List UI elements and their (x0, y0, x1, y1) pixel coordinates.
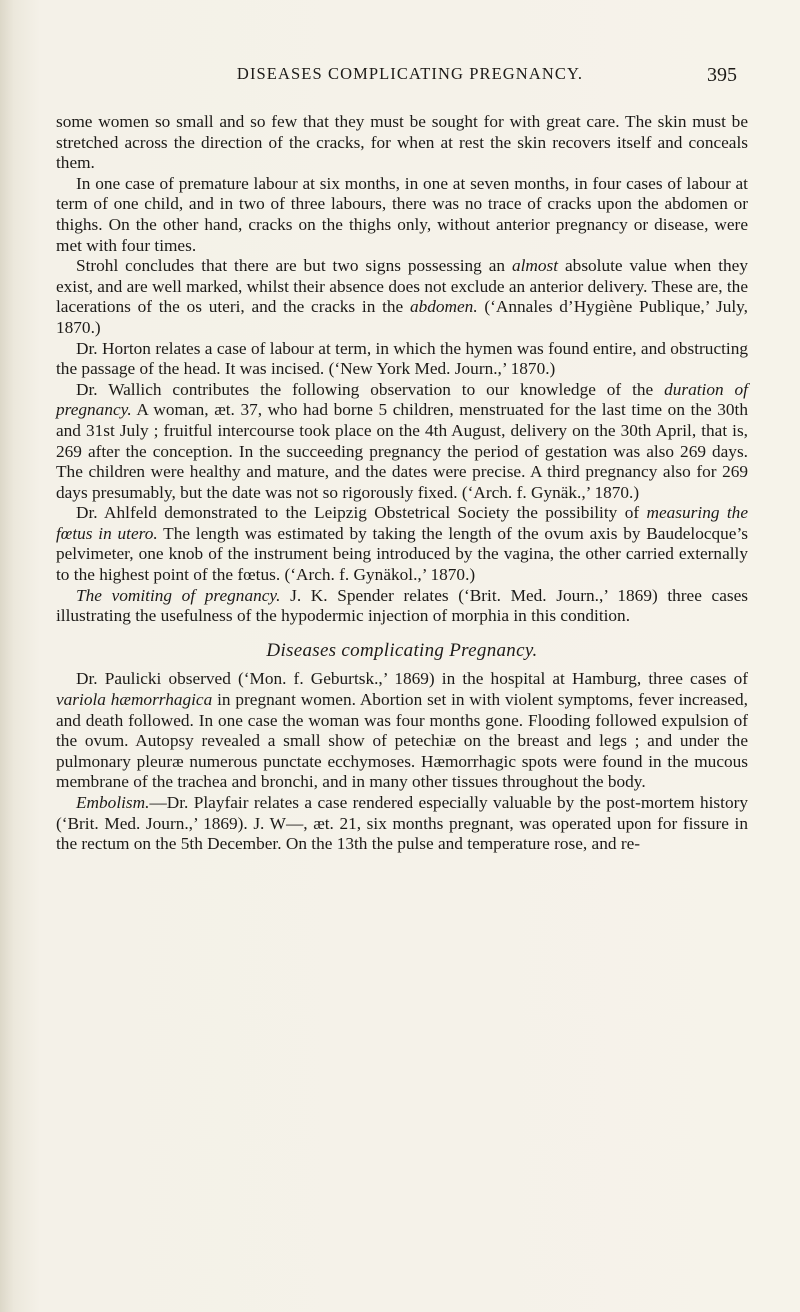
italic-term: almost (511, 256, 559, 276)
paragraph-text: A woman, æt. 37, who had borne 5 children, menstruated for the last time on the 30th and 31st July ; fruitful intercourse took place on the 4th August, delivery on the 30th April, that is, 269 after the conception. In the succeeding pregnancy the period of gestation was also 269 days. The children were healthy and mature, and the dates were precise. A third pregnancy also for 269 days presumably, but the date was not so rigorously fixed. (‘Arch. f. Gynäk.,’ 1870.) (56, 400, 748, 502)
italic-term: measuring the fœtus in utero. (56, 503, 748, 543)
body-text (56, 112, 748, 855)
paragraph-wallich (56, 380, 748, 504)
paragraph-text: in pregnant women. Abortion set in with violent symptoms, fever increased, and death followed. In one case the woman was four months gone. Flooding followed expulsion of the ovum. Autopsy revealed a small show of petechiæ on the breast and legs ; and under the pulmonary pleuræ numerous punctate ecchymoses. Hæmorrhagic spots were found in the mucous membrane of the trachea and bronchi, and in many other tissues throughout the body. (56, 690, 749, 792)
italic-term: The vomiting of pregnancy. (76, 585, 281, 605)
paragraph-text: absolute value when they exist, and are well marked, whilst their absence does not exclude an anterior delivery. These are, the lacerations of the os uteri, and the cracks in the (56, 256, 748, 317)
paragraph-vomiting (56, 586, 748, 627)
paragraph-skin-cracks (56, 112, 748, 174)
paragraph-text: Strohl concludes that there are but two signs possessing an (76, 256, 512, 276)
paragraph-strohl (56, 256, 748, 338)
paragraph-text: In one case of premature labour at six months, in one at seven months, in four cases of labour at term of one child, and in two of three labours, there was no trace of cracks upon the abdomen or thighs. On the other hand, cracks on the thighs only, without anterior pregnancy or disease, were met with four times. (56, 173, 748, 255)
italic-term: duration of pregnancy. (56, 379, 748, 420)
paragraph-horton (56, 339, 748, 380)
italic-term: variola hæmorrhagica (56, 690, 213, 710)
paragraph-text: (‘Annales d’Hygiène Publique,’ July, 1870.) (56, 297, 748, 337)
paragraph-paulicki (56, 669, 748, 793)
paragraph-text: Dr. Ahlfeld demonstrated to the Leipzig Obstetrical Society the possibility of (76, 503, 647, 523)
running-head: DISEASES COMPLICATING PREGNANCY. (236, 64, 584, 83)
italic-term: abdomen. (409, 297, 478, 317)
paragraph-text: Dr. Horton relates a case of labour at term, in which the hymen was found entire, and obstructing the passage of the head. It was incised. (‘New York Med. Journ.,’ 1870.) (56, 338, 748, 379)
paragraph-text: some women so small and so few that they must be sought for with great care. The skin must be stretched across the direction of the cracks, for when at rest the skin recovers itself and conceals them. (56, 112, 748, 173)
paragraph-text: Dr. Wallich contributes the following observation to our knowledge of the (76, 379, 665, 399)
italic-term: Embolism. (76, 793, 150, 812)
paragraph-embolism (56, 793, 748, 855)
section-heading: Diseases complicating Pregnancy. (266, 639, 538, 661)
paragraph-text: —Dr. Playfair relates a case rendered especially valuable by the post-mortem history (‘Brit. Med. Journ.,’ 1869). J. W—, æt. 21, six months pregnant, was operated upon for fissure in the rectum on the 5th December. On the 13th the pulse and temperature rose, and re- (56, 793, 748, 854)
paragraph-ahlfeld (56, 503, 748, 585)
page-number: 395 (707, 64, 737, 86)
paragraph-premature-labour (56, 174, 748, 256)
page-header (0, 64, 800, 94)
paragraph-text: J. K. Spender relates (‘Brit. Med. Journ.,’ 1869) three cases illustrating the usefulness of the hypodermic injection of morphia in this condition. (56, 585, 749, 626)
paragraph-text: Dr. Paulicki observed (‘Mon. f. Geburtsk.,’ 1869) in the hospital at Hamburg, three cases of (76, 669, 748, 689)
paragraph-text: The length was estimated by taking the length of the ovum axis by Baudelocque’s pelvimeter, one knob of the instrument being introduced by the vagina, the other carried externally to the highest point of the fœtus. (‘Arch. f. Gynäkol.,’ 1870.) (56, 523, 749, 585)
